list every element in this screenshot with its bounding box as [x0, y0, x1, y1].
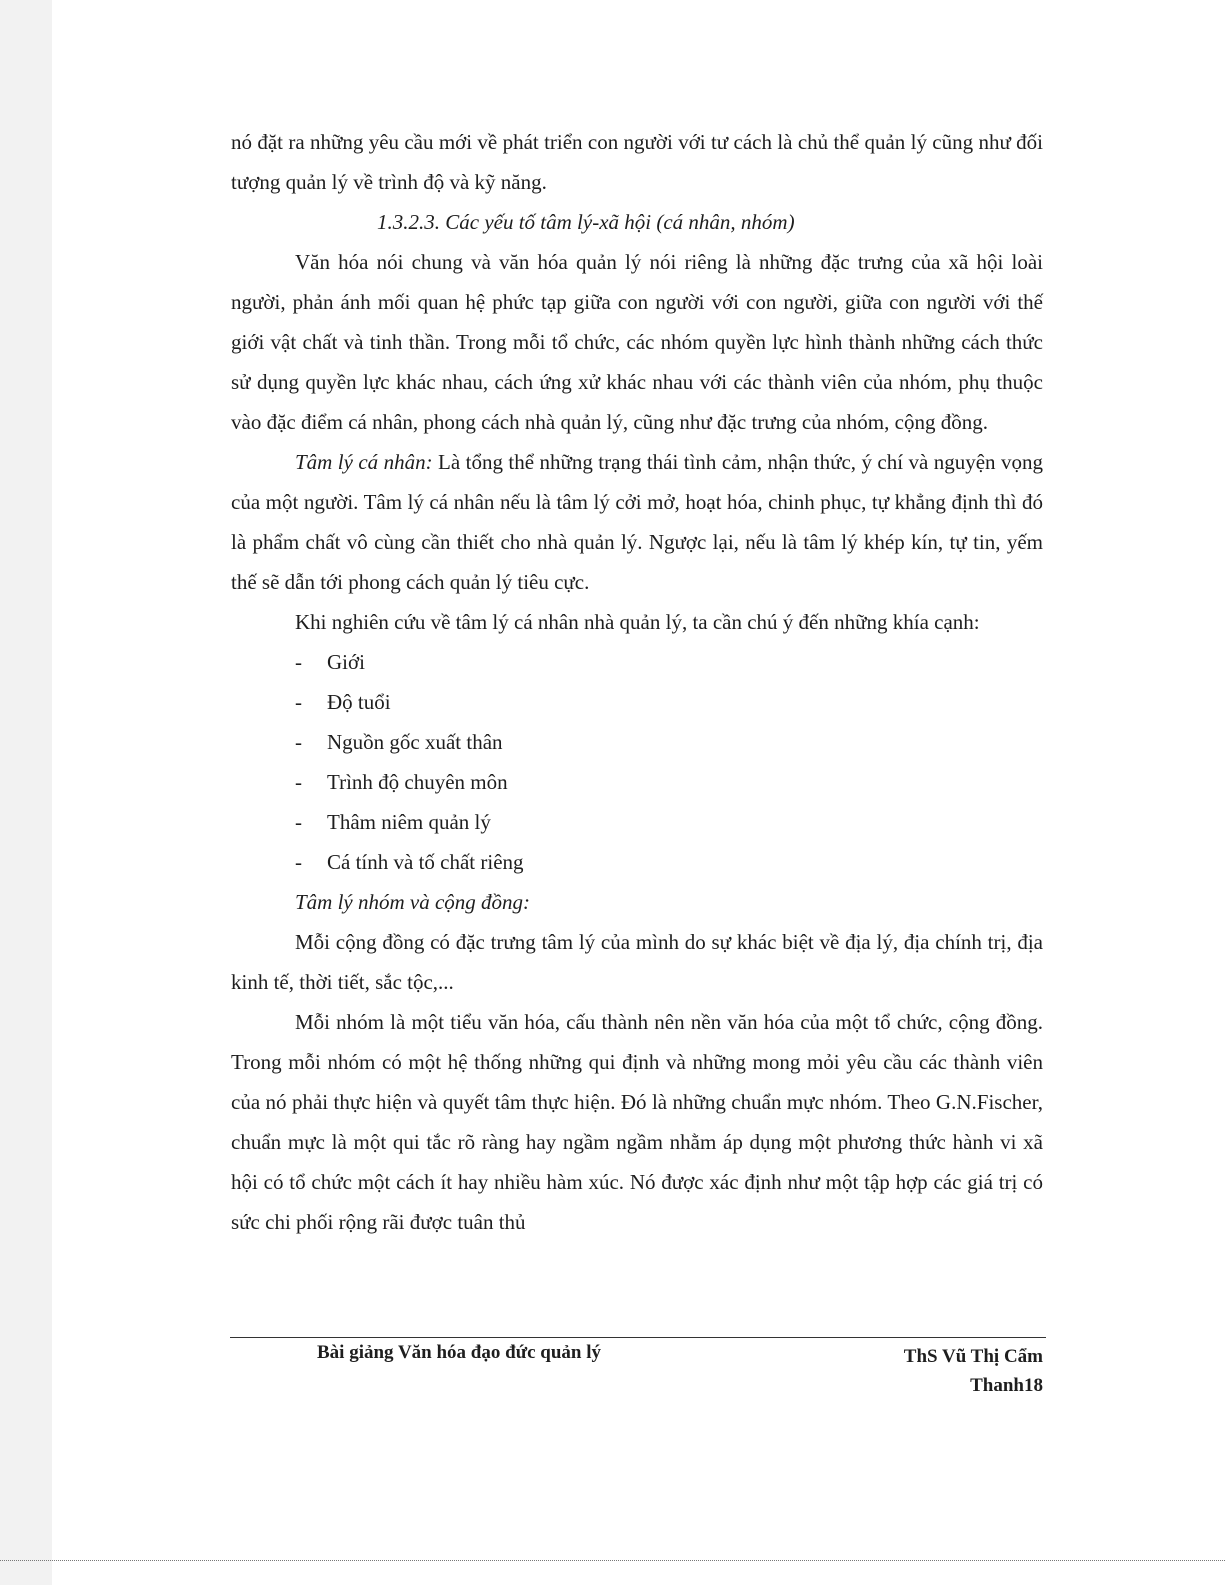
paragraph-community: Mỗi cộng đồng có đặc trưng tâm lý của mình do sự khác biệt về địa lý, địa chính trị, địa kinh tế, thời tiết, sắc tộc,... [231, 930, 1043, 994]
footer-author [860, 1342, 1043, 1400]
footer-course-title: Bài giảng Văn hóa đạo đức quản lý [317, 1342, 602, 1363]
paragraph-culture: Văn hóa nói chung và văn hóa quản lý nói riêng là những đặc trưng của xã hội loài người, phản ánh mối quan hệ phức tạp giữa con người với con người, giữa con người với thế giới vật chất và tinh thần. Trong mỗi tổ chức, các nhóm quyền lực hình thành những cách thức sử dụng quyền lực khác nhau, cách ứng xử khác nhau với các thành viên của nhóm, phụ thuộc vào đặc điểm cá nhân, phong cách nhà quản lý, cũng như đặc trưng của nhóm, cộng đồng. [231, 250, 1043, 434]
list-item [231, 802, 1043, 842]
list-item [231, 842, 1043, 882]
list-dash: - [295, 850, 302, 874]
paragraph-intro: nó đặt ra những yêu cầu mới về phát triển con người với tư cách là chủ thể quản lý cũng như đối tượng quản lý về trình độ và kỹ năng. [231, 130, 1043, 194]
section-heading: 1.3.2.3. Các yếu tố tâm lý-xã hội (cá nhân, nhóm) [377, 210, 795, 234]
scan-edge-dots [0, 1560, 1225, 1561]
list-dash: - [295, 730, 302, 754]
list-item-label: Nguồn gốc xuất thân [327, 730, 503, 754]
individual-psychology-definition: Là tổng thể những trạng thái tình cảm, nhận thức, ý chí và nguyện vọng của một người. Tâm lý cá nhân nếu là tâm lý cởi mở, hoạt hóa, chinh phục, tự khẳng định thì đó là phẩm chất vô cùng cần thiết cho nhà quản lý. Ngược lại, nếu là tâm lý khép kín, tự tin, yếm thế sẽ dẫn tới phong cách quản lý tiêu cực. [231, 450, 1043, 594]
list-dash: - [295, 810, 302, 834]
list-item [231, 642, 1043, 682]
list-item-label: Cá tính và tố chất riêng [327, 850, 524, 874]
list-item-label: Độ tuổi [327, 690, 391, 714]
document-body [231, 122, 1043, 1242]
list-item [231, 722, 1043, 762]
list-dash: - [295, 770, 302, 794]
footer-divider [230, 1337, 1046, 1338]
list-item-label: Giới [327, 650, 365, 674]
subheading-group-psychology: Tâm lý nhóm và cộng đồng: [295, 890, 531, 914]
footer-author-name: ThS Vũ Thị Cẩm [903, 1346, 1043, 1367]
paragraph-individual-psychology [231, 442, 1043, 602]
paragraph-group-norms: Mỗi nhóm là một tiểu văn hóa, cấu thành nên nền văn hóa của một tổ chức, cộng đồng. Trong mỗi nhóm có một hệ thống những qui định và những mong mỏi yêu cầu các thành viên của nó phải thực hiện và quyết tâm thực hiện. Đó là những chuẩn mực nhóm. Theo G.N.Fischer, chuẩn mực là một qui tắc rõ ràng hay ngầm ngầm nhằm áp dụng một phương thức hành vi xã hội có tổ chức một cách ít hay nhiều hàm xúc. Nó được xác định như một tập hợp các giá trị có sức chi phối rộng rãi được tuân thủ [231, 1010, 1043, 1234]
term-individual-psychology: Tâm lý cá nhân: [295, 450, 433, 474]
list-dash: - [295, 690, 302, 714]
list-item-label: Thâm niêm quản lý [327, 810, 491, 834]
list-item-label: Trình độ chuyên môn [327, 770, 508, 794]
paragraph-research-aspects: Khi nghiên cứu về tâm lý cá nhân nhà quản lý, ta cần chú ý đến những khía cạnh: [295, 610, 980, 634]
aspects-list [231, 642, 1043, 882]
list-dash: - [295, 650, 302, 674]
list-item [231, 682, 1043, 722]
list-item [231, 762, 1043, 802]
footer-author-page: Thanh18 [970, 1375, 1043, 1396]
